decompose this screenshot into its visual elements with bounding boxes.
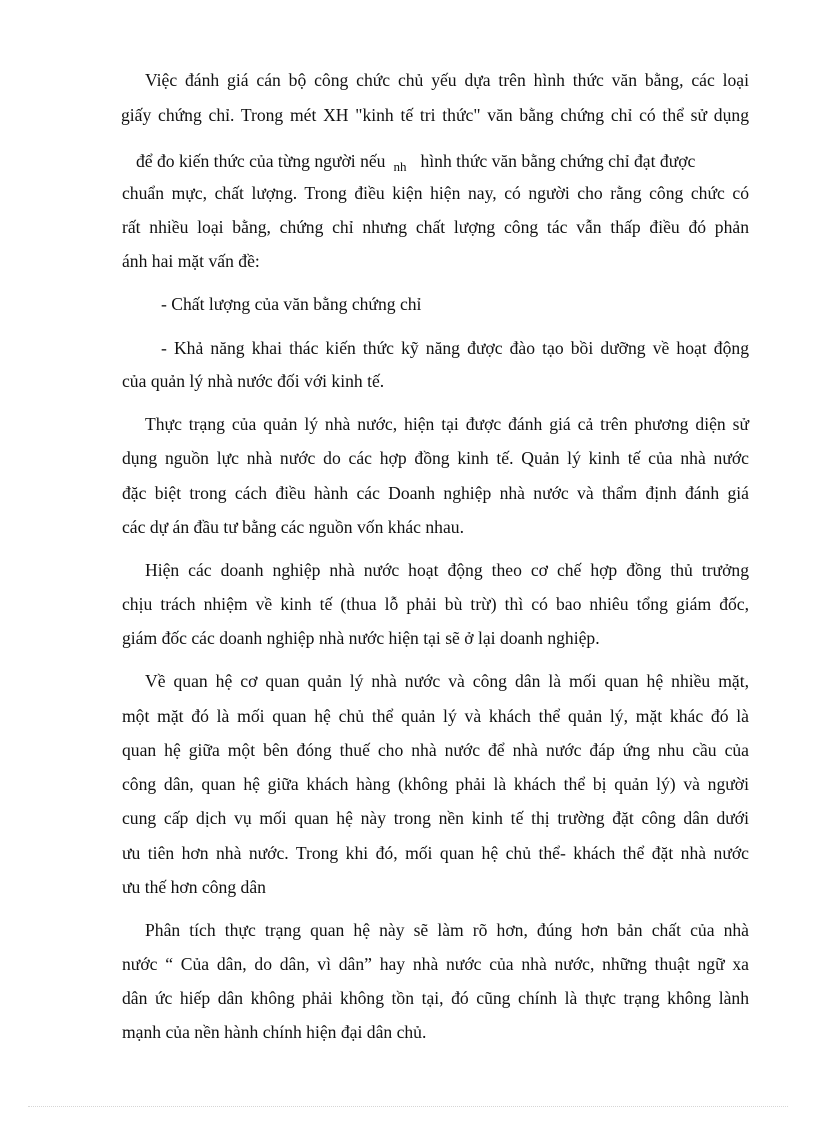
p4-line-1: Về quan hệ cơ quan quản lý nhà nước và công dân là mối quan hệ nhiều mặt, [145, 671, 749, 691]
bullet-2-line-2: của quản lý nhà nước đối với kinh tế. [122, 371, 385, 391]
p5-line-3: dân ức hiếp dân không phải không tồn tại, đó cũng chính là thực trạng không lành [122, 988, 749, 1008]
bullet-1: - Chất lượng của văn bằng chứng chỉ [161, 294, 422, 314]
p1-line-6: ánh hai mặt vấn đề: [122, 251, 260, 271]
p5-line-4: mạnh của nền hành chính hiện đại dân chủ. [122, 1022, 427, 1042]
p3-line-2: chịu trách nhiệm về kinh tế (thua lỗ phải bù trừ) thì có bao nhiêu tổng giám đốc, [122, 594, 749, 614]
p1-line-2: giấy chứng chỉ. Trong mét XH "kinh tế tri thức" văn bằng chứng chỉ có thể sử dụng [121, 105, 749, 125]
p1-line-5: rất nhiều loại bằng, chứng chỉ nhưng chất lượng công tác vẫn thấp điều đó phản [122, 217, 749, 237]
page-bottom-divider [28, 1106, 788, 1107]
p2-line-3: đặc biệt trong cách điều hành các Doanh nghiệp nhà nước và thẩm định đánh giá [122, 483, 749, 503]
p4-line-7: ưu thế hơn công dân [122, 877, 266, 897]
p1-line-3-start: để đo kiến thức của từng người nếu [136, 151, 386, 171]
p4-line-3: quan hệ giữa một bên đóng thuế cho nhà nước để nhà nước đáp ứng nhu cầu của [122, 740, 749, 760]
p1-line-3 [136, 149, 750, 179]
p5-line-1: Phân tích thực trạng quan hệ này sẽ làm rõ hơn, đúng hơn bản chất của nhà [145, 920, 749, 940]
p1-line-1: Việc đánh giá cán bộ công chức chủ yếu dựa trên hình thức văn bằng, các loại [145, 70, 749, 90]
p1-line-4: chuẩn mực, chất lượng. Trong điều kiện hiện nay, có người cho rằng công chức có [122, 183, 749, 203]
p4-line-2: một mặt đó là mối quan hệ chủ thể quản lý và khách thể quản lý, mặt khác đó là [122, 706, 749, 726]
p2-line-2: dụng nguồn lực nhà nước do các hợp đồng kinh tế. Quản lý kinh tế của nhà nước [122, 448, 749, 468]
p1-line-3-inserted-nh: nh [393, 159, 407, 174]
p4-line-5: cung cấp dịch vụ mối quan hệ này trong nền kinh tế thị trường đặt công dân dưới [122, 808, 749, 828]
p4-line-4: công dân, quan hệ giữa khách hàng (không phải là khách thể bị quản lý) và người [122, 774, 749, 794]
p5-line-2: nước “ Của dân, do dân, vì dân” hay nhà nước của nhà nước, những thuật ngữ xa [122, 954, 749, 974]
p2-line-4: các dự án đầu tư bằng các nguồn vốn khác nhau. [122, 517, 464, 537]
p2-line-1: Thực trạng của quản lý nhà nước, hiện tại được đánh giá cả trên phương diện sử [145, 414, 749, 434]
p3-line-3: giám đốc các doanh nghiệp nhà nước hiện tại sẽ ở lại doanh nghiệp. [122, 628, 600, 648]
p3-line-1: Hiện các doanh nghiệp nhà nước hoạt động theo cơ chế hợp đồng thủ trưởng [145, 560, 749, 580]
p4-line-6: ưu tiên hơn nhà nước. Trong khi đó, mối quan hệ chủ thể- khách thể đặt nhà nước [122, 843, 749, 863]
p1-line-3-end: hình thức văn bằng chứng chỉ đạt được [420, 151, 696, 171]
bullet-2-line-1: - Khả năng khai thác kiến thức kỹ năng được đào tạo bồi dưỡng về hoạt động [161, 338, 749, 358]
